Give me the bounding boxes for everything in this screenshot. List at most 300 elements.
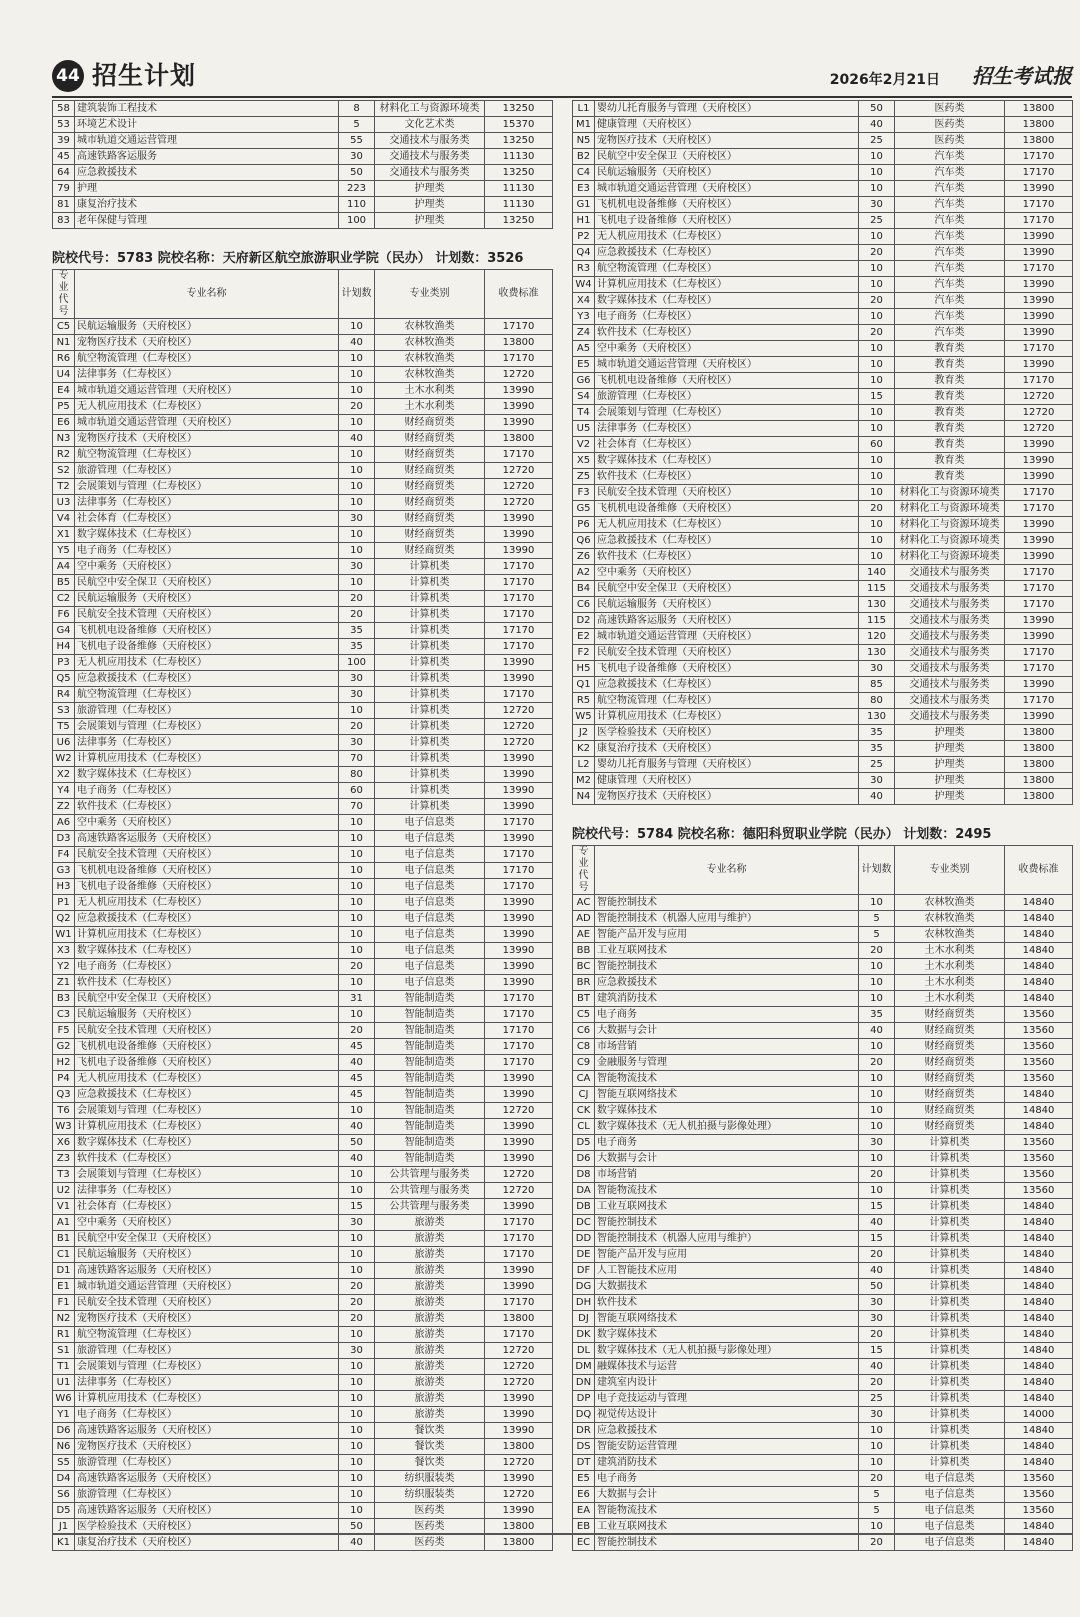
cell-fee: 17170: [1005, 149, 1073, 165]
table-row: [573, 677, 1073, 693]
cell-fee: 17170: [485, 1023, 553, 1039]
table-row: [573, 309, 1073, 325]
cell-name: 飞机电子设备维修（天府校区）: [75, 639, 339, 655]
cell-code: S4: [573, 389, 595, 405]
cell-name: 软件技术（仁寿校区）: [595, 325, 859, 341]
cell-name: 民航安全技术管理（天府校区）: [75, 607, 339, 623]
cell-fee: 13250: [485, 101, 553, 117]
table-row: [573, 943, 1073, 959]
cell-plan: 25: [859, 133, 895, 149]
cell-fee: 13990: [485, 959, 553, 975]
table-row: [53, 1007, 553, 1023]
cell-cat: 汽车类: [895, 229, 1005, 245]
cell-fee: 13990: [485, 1279, 553, 1295]
table-row: [53, 527, 553, 543]
cell-code: DF: [573, 1263, 595, 1279]
cell-cat: 计算机类: [895, 1439, 1005, 1455]
table-row: [573, 1071, 1073, 1087]
school-title-5784: 院校代号：5784 院校名称：德阳科贸职业学院（民办） 计划数：2495: [572, 827, 992, 842]
cell-plan: 10: [339, 911, 375, 927]
cell-code: N4: [573, 789, 595, 805]
cell-cat: 计算机类: [375, 719, 485, 735]
cell-cat: 旅游类: [375, 1231, 485, 1247]
cell-plan: 10: [859, 991, 895, 1007]
cell-code: C8: [573, 1039, 595, 1055]
cell-plan: 10: [339, 575, 375, 591]
cell-plan: 10: [339, 495, 375, 511]
cell-fee: 13990: [485, 1199, 553, 1215]
cell-code: T4: [573, 405, 595, 421]
cell-fee: 13990: [485, 1119, 553, 1135]
cell-cat: 交通技术与服务类: [895, 645, 1005, 661]
cell-name: 电子商务: [595, 1471, 859, 1487]
cell-cat: 财经商贸类: [375, 415, 485, 431]
cell-code: 53: [53, 117, 75, 133]
cell-code: 39: [53, 133, 75, 149]
cell-code: E6: [53, 415, 75, 431]
cell-code: U5: [573, 421, 595, 437]
cell-plan: 20: [339, 1311, 375, 1327]
cell-code: H3: [53, 879, 75, 895]
table-row: [53, 1423, 553, 1439]
cell-name: 智能产品开发与应用: [595, 1247, 859, 1263]
cell-fee: 13990: [1005, 469, 1073, 485]
cell-cat: 交通技术与服务类: [895, 565, 1005, 581]
cell-cat: 计算机类: [895, 1423, 1005, 1439]
cell-cat: 汽车类: [895, 245, 1005, 261]
table-row: [53, 495, 553, 511]
cell-name: 宠物医疗技术（天府校区）: [75, 1439, 339, 1455]
cell-cat: 护理类: [895, 757, 1005, 773]
cell-cat: 土木水利类: [375, 383, 485, 399]
cell-plan: 10: [859, 1119, 895, 1135]
cell-fee: 17170: [485, 1327, 553, 1343]
cell-fee: 12720: [1005, 389, 1073, 405]
cell-cat: 计算机类: [895, 1375, 1005, 1391]
cell-cat: 汽车类: [895, 293, 1005, 309]
cell-name: 计算机应用技术（仁寿校区）: [75, 927, 339, 943]
cell-fee: 13800: [485, 431, 553, 447]
cell-name: 城市轨道交通运营管理（天府校区）: [595, 629, 859, 645]
cell-fee: 13990: [485, 655, 553, 671]
cell-code: H1: [573, 213, 595, 229]
cell-plan: 40: [859, 117, 895, 133]
table-row: [53, 815, 553, 831]
cell-code: AD: [573, 911, 595, 927]
cell-code: C9: [573, 1055, 595, 1071]
cell-fee: 14840: [1005, 1439, 1073, 1455]
cell-name: 飞机机电设备维修（天府校区）: [75, 1039, 339, 1055]
cell-plan: 20: [859, 1055, 895, 1071]
cell-code: C4: [573, 165, 595, 181]
cell-plan: 5: [859, 1503, 895, 1519]
cell-cat: 交通技术与服务类: [375, 133, 485, 149]
cell-fee: 13990: [1005, 245, 1073, 261]
table-row: [53, 101, 553, 117]
cell-plan: 20: [859, 1167, 895, 1183]
cell-code: H2: [53, 1055, 75, 1071]
cell-code: M2: [573, 773, 595, 789]
table-row: [53, 1183, 553, 1199]
cell-fee: 17170: [485, 623, 553, 639]
cell-fee: 13560: [1005, 1487, 1073, 1503]
cell-fee: 12720: [485, 479, 553, 495]
table-row: [53, 927, 553, 943]
cell-code: Q5: [53, 671, 75, 687]
cell-cat: 农林牧渔类: [375, 319, 485, 335]
cell-name: 无人机应用技术（仁寿校区）: [75, 655, 339, 671]
cell-cat: 智能制造类: [375, 1135, 485, 1151]
cell-plan: 10: [339, 975, 375, 991]
cell-fee: 17170: [1005, 581, 1073, 597]
table-row: [53, 367, 553, 383]
cell-plan: 10: [339, 1407, 375, 1423]
cell-plan: 35: [339, 623, 375, 639]
cell-cat: 智能制造类: [375, 1151, 485, 1167]
cell-plan: 10: [339, 895, 375, 911]
cell-fee: 13800: [1005, 757, 1073, 773]
cell-name: 民航空中安全保卫（天府校区）: [595, 149, 859, 165]
cell-fee: 13560: [1005, 1023, 1073, 1039]
cell-cat: 医药类: [375, 1519, 485, 1535]
cell-code: N5: [573, 133, 595, 149]
cell-plan: 40: [859, 1215, 895, 1231]
table-row: [53, 181, 553, 197]
cell-name: 民航运输服务（天府校区）: [75, 1247, 339, 1263]
cell-cat: 财经商贸类: [375, 447, 485, 463]
cell-cat: 电子信息类: [375, 815, 485, 831]
cell-fee: 13990: [485, 943, 553, 959]
header-code: 专业代号: [53, 270, 75, 319]
cell-fee: 14840: [1005, 1343, 1073, 1359]
table-row: [53, 783, 553, 799]
cell-name: 智能物流技术: [595, 1183, 859, 1199]
table-row: [573, 1295, 1073, 1311]
cell-fee: 13560: [1005, 1183, 1073, 1199]
table-row: [53, 1135, 553, 1151]
cell-code: T6: [53, 1103, 75, 1119]
cell-plan: 40: [859, 1023, 895, 1039]
cell-name: 数字媒体技术（仁寿校区）: [75, 767, 339, 783]
cell-fee: 17170: [485, 1039, 553, 1055]
cell-code: W5: [573, 709, 595, 725]
cell-fee: 17170: [485, 591, 553, 607]
cell-cat: 财经商贸类: [895, 1007, 1005, 1023]
cell-code: DD: [573, 1231, 595, 1247]
cell-code: DG: [573, 1279, 595, 1295]
cell-fee: 14840: [1005, 1359, 1073, 1375]
cell-code: F2: [573, 645, 595, 661]
cell-cat: 财经商贸类: [895, 1103, 1005, 1119]
table-row: [53, 751, 553, 767]
cell-fee: 13990: [485, 1135, 553, 1151]
cell-code: DR: [573, 1423, 595, 1439]
cell-cat: 交通技术与服务类: [895, 581, 1005, 597]
cell-code: N2: [53, 1311, 75, 1327]
cell-code: N6: [53, 1439, 75, 1455]
cell-plan: 30: [339, 1215, 375, 1231]
cell-plan: 25: [859, 757, 895, 773]
cell-cat: 财经商贸类: [895, 1071, 1005, 1087]
cell-name: 康复治疗技术（天府校区）: [595, 741, 859, 757]
cell-name: 航空物流管理（仁寿校区）: [75, 351, 339, 367]
cell-name: 飞机机电设备维修（天府校区）: [595, 197, 859, 213]
table-row: [573, 197, 1073, 213]
cell-cat: 餐饮类: [375, 1455, 485, 1471]
cell-code: F6: [53, 607, 75, 623]
cell-plan: 20: [339, 719, 375, 735]
cell-code: D3: [53, 831, 75, 847]
cell-name: 空中乘务（天府校区）: [75, 1215, 339, 1231]
cell-code: Q1: [573, 677, 595, 693]
cell-code: Z4: [573, 325, 595, 341]
cell-plan: 10: [339, 383, 375, 399]
cell-code: C6: [573, 1023, 595, 1039]
cell-fee: 13990: [1005, 309, 1073, 325]
cell-code: B4: [573, 581, 595, 597]
cell-cat: 电子信息类: [375, 975, 485, 991]
cell-name: 应急救援技术: [75, 165, 339, 181]
cell-name: 城市轨道交通运营管理（天府校区）: [595, 181, 859, 197]
cell-fee: 14840: [1005, 1279, 1073, 1295]
cell-plan: 115: [859, 581, 895, 597]
cell-fee: 14840: [1005, 1327, 1073, 1343]
cell-plan: 10: [859, 309, 895, 325]
cell-plan: 30: [339, 735, 375, 751]
cell-cat: 计算机类: [895, 1311, 1005, 1327]
cell-cat: 教育类: [895, 405, 1005, 421]
cell-name: 应急救援技术: [595, 1423, 859, 1439]
cell-plan: 40: [859, 789, 895, 805]
cell-cat: 计算机类: [895, 1407, 1005, 1423]
cell-plan: 10: [859, 1519, 895, 1535]
table-row: [573, 245, 1073, 261]
table-row: [573, 1215, 1073, 1231]
table-row: [573, 405, 1073, 421]
table-row: [53, 767, 553, 783]
cell-code: S3: [53, 703, 75, 719]
cell-code: E4: [53, 383, 75, 399]
table-row: [573, 1359, 1073, 1375]
table-row: [573, 453, 1073, 469]
cell-plan: 130: [859, 597, 895, 613]
cell-fee: 13990: [485, 1471, 553, 1487]
cell-cat: 交通技术与服务类: [895, 629, 1005, 645]
cell-fee: 17170: [1005, 597, 1073, 613]
table-row: [573, 501, 1073, 517]
cell-code: D4: [53, 1471, 75, 1487]
cell-plan: 10: [859, 1439, 895, 1455]
cell-plan: 100: [339, 213, 375, 229]
cell-code: G6: [573, 373, 595, 389]
cell-plan: 25: [859, 1391, 895, 1407]
cell-name: 飞机机电设备维修（天府校区）: [595, 501, 859, 517]
cell-fee: 14840: [1005, 1391, 1073, 1407]
cell-fee: 13990: [485, 383, 553, 399]
cell-code: B3: [53, 991, 75, 1007]
cell-name: 会展策划与管理（仁寿校区）: [75, 479, 339, 495]
cell-plan: 35: [859, 1007, 895, 1023]
cell-code: B2: [573, 149, 595, 165]
cell-name: 高速铁路客运服务: [75, 149, 339, 165]
cell-fee: 13990: [1005, 629, 1073, 645]
table-row: [573, 1311, 1073, 1327]
cell-fee: 13560: [1005, 1007, 1073, 1023]
cell-code: U3: [53, 495, 75, 511]
cell-fee: 12720: [485, 703, 553, 719]
cell-code: E1: [53, 1279, 75, 1295]
cell-fee: 17170: [485, 575, 553, 591]
cell-name: 电子商务（仁寿校区）: [595, 309, 859, 325]
table-row: [573, 1055, 1073, 1071]
cell-code: R5: [573, 693, 595, 709]
table-row: [573, 757, 1073, 773]
cell-plan: 20: [859, 1327, 895, 1343]
cell-name: 会展策划与管理（仁寿校区）: [75, 1103, 339, 1119]
cell-plan: 30: [859, 1407, 895, 1423]
cell-plan: 10: [859, 1087, 895, 1103]
cell-cat: 电子信息类: [895, 1519, 1005, 1535]
table-row: [573, 1199, 1073, 1215]
table-row: [573, 725, 1073, 741]
cell-fee: 14840: [1005, 1535, 1073, 1551]
cell-name: 宠物医疗技术（天府校区）: [595, 133, 859, 149]
header-fee: 收费标准: [1005, 846, 1073, 895]
table-row: [53, 197, 553, 213]
cell-code: X5: [573, 453, 595, 469]
table-row: [53, 1199, 553, 1215]
table-row: [573, 181, 1073, 197]
cell-cat: 材料化工与资源环境类: [895, 549, 1005, 565]
cell-name: 软件技术（仁寿校区）: [595, 549, 859, 565]
cell-plan: 35: [859, 725, 895, 741]
cell-code: Y4: [53, 783, 75, 799]
cell-name: 空中乘务（天府校区）: [595, 341, 859, 357]
cell-name: 空中乘务（天府校区）: [595, 565, 859, 581]
cell-plan: 10: [339, 1247, 375, 1263]
cell-plan: 10: [339, 943, 375, 959]
cell-plan: 20: [339, 959, 375, 975]
cell-fee: 13990: [485, 1423, 553, 1439]
table-row: [573, 1183, 1073, 1199]
cell-code: P5: [53, 399, 75, 415]
table-row: [53, 351, 553, 367]
cell-plan: 10: [859, 533, 895, 549]
table-row: [53, 117, 553, 133]
cell-fee: 14840: [1005, 1375, 1073, 1391]
cell-code: A5: [573, 341, 595, 357]
school-table-5784: [572, 845, 1073, 1551]
cell-plan: 140: [859, 565, 895, 581]
cell-cat: 计算机类: [375, 767, 485, 783]
cell-plan: 40: [339, 1055, 375, 1071]
issue-date: 2026年2月21日: [829, 72, 940, 88]
cell-name: 旅游管理（仁寿校区）: [75, 1455, 339, 1471]
cell-cat: 土木水利类: [895, 959, 1005, 975]
cell-cat: 计算机类: [895, 1279, 1005, 1295]
cell-fee: 14840: [1005, 1087, 1073, 1103]
cell-cat: 智能制造类: [375, 1119, 485, 1135]
cell-fee: 14840: [1005, 1247, 1073, 1263]
cell-cat: 旅游类: [375, 1375, 485, 1391]
cell-fee: 13800: [1005, 773, 1073, 789]
cell-name: 旅游管理（仁寿校区）: [595, 389, 859, 405]
cell-plan: 45: [339, 1071, 375, 1087]
cell-code: C5: [53, 319, 75, 335]
cell-code: DT: [573, 1455, 595, 1471]
cell-fee: 13990: [485, 1263, 553, 1279]
table-row: [53, 165, 553, 181]
cell-code: K2: [573, 741, 595, 757]
cell-cat: 财经商贸类: [895, 1055, 1005, 1071]
table-row: [573, 1391, 1073, 1407]
cell-code: M1: [573, 117, 595, 133]
cell-plan: 10: [859, 341, 895, 357]
cell-fee: 13800: [1005, 117, 1073, 133]
cell-fee: 13990: [1005, 325, 1073, 341]
cell-cat: 土木水利类: [895, 991, 1005, 1007]
cell-fee: 12720: [485, 735, 553, 751]
cell-code: T1: [53, 1359, 75, 1375]
table-row: [53, 1503, 553, 1519]
cell-fee: 13800: [485, 1311, 553, 1327]
cell-code: E6: [573, 1487, 595, 1503]
cell-code: F5: [53, 1023, 75, 1039]
cell-fee: 13990: [1005, 613, 1073, 629]
cell-fee: 13560: [1005, 1055, 1073, 1071]
cell-plan: 10: [859, 1151, 895, 1167]
cell-cat: 计算机类: [375, 591, 485, 607]
cell-plan: 60: [859, 437, 895, 453]
cell-name: 智能物流技术: [595, 1503, 859, 1519]
cell-plan: 10: [339, 1487, 375, 1503]
cell-name: 空中乘务（天府校区）: [75, 559, 339, 575]
cell-name: 民航安全技术管理（天府校区）: [75, 1023, 339, 1039]
cell-code: X1: [53, 527, 75, 543]
cell-plan: 10: [339, 1167, 375, 1183]
cell-cat: 计算机类: [895, 1183, 1005, 1199]
cell-cat: 教育类: [895, 357, 1005, 373]
cell-fee: 13990: [1005, 549, 1073, 565]
cell-code: Q6: [573, 533, 595, 549]
cell-code: F1: [53, 1295, 75, 1311]
cell-name: 法律事务（仁寿校区）: [75, 1375, 339, 1391]
school-title-5783: 院校代号：5783 院校名称：天府新区航空旅游职业学院（民办） 计划数：3526: [52, 251, 524, 266]
cell-code: Z6: [573, 549, 595, 565]
cell-fee: 13990: [485, 799, 553, 815]
cell-cat: 土木水利类: [895, 975, 1005, 991]
cell-plan: 20: [859, 245, 895, 261]
cell-plan: 45: [339, 1039, 375, 1055]
table-row: [573, 549, 1073, 565]
cell-cat: 电子信息类: [375, 879, 485, 895]
cell-code: Q3: [53, 1087, 75, 1103]
cell-cat: 计算机类: [375, 783, 485, 799]
cell-name: 无人机应用技术（仁寿校区）: [75, 895, 339, 911]
page-header: [52, 58, 1072, 94]
cell-plan: 20: [339, 399, 375, 415]
cell-name: 数字媒体技术（仁寿校区）: [75, 1135, 339, 1151]
cell-fee: 17170: [485, 687, 553, 703]
cell-plan: 120: [859, 629, 895, 645]
cell-plan: 10: [339, 1503, 375, 1519]
cell-cat: 计算机类: [375, 687, 485, 703]
cell-cat: 计算机类: [375, 735, 485, 751]
table-row: [573, 517, 1073, 533]
cell-name: 高速铁路客运服务（天府校区）: [75, 1503, 339, 1519]
cell-cat: 教育类: [895, 437, 1005, 453]
cell-fee: 13990: [485, 399, 553, 415]
